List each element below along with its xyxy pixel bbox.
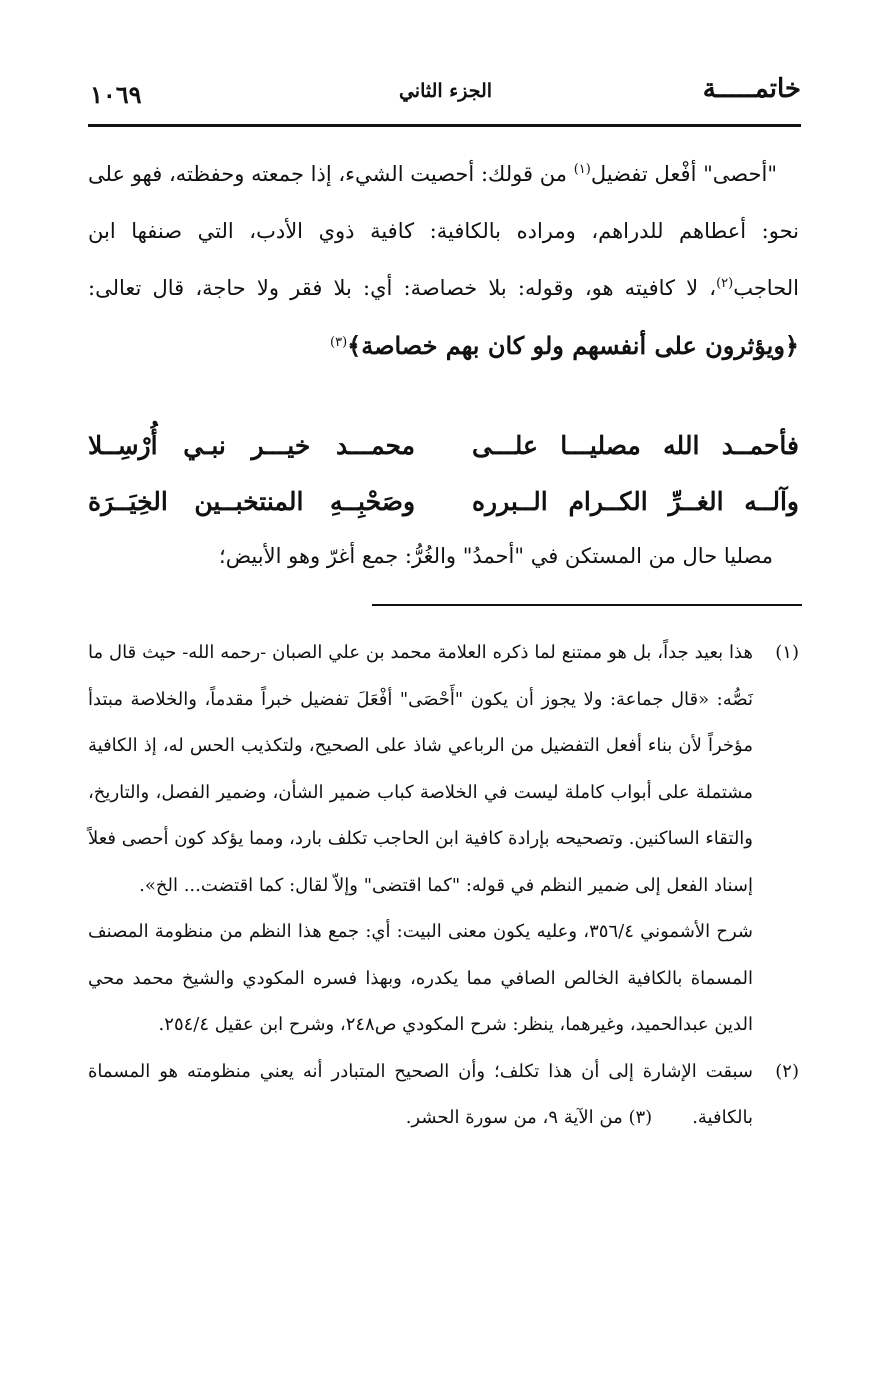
verse-2 bbox=[88, 474, 799, 530]
page-number: ١٠٦٩ bbox=[90, 80, 142, 109]
footnote-number: (٢) bbox=[775, 1060, 799, 1082]
chapter-title: خاتمـــــة bbox=[702, 74, 801, 104]
footnote-2 bbox=[88, 1049, 799, 1142]
quran-quote: ﴿ويؤثرون على أنفسهم ولو كان بهم خصاصة﴾ bbox=[347, 331, 799, 360]
volume-title: الجزء الثاني bbox=[398, 80, 493, 102]
footnotes bbox=[88, 630, 799, 1142]
verse-1 bbox=[88, 418, 799, 474]
footnote-text: هذا بعيد جداً، بل هو ممتنع لما ذكره العلامة محمد بن علي الصبان -رحمه الله- حيث قال ما نَصُّه: «قال جماعة: ولا يجوز أن يكون "أَحْصَى" أفْعَلَ تفضيل خبراً مقدماً، والخلاصة مبتدأ مؤخراً لأن بناء أفعل التفضيل من الرباعي شاذ على الصحيح، ولتكذيب الحس له، إذ الكافية مشتملة على أبواب كاملة ليست في الخلاصة كباب ضمير الشأن، وضمير الفصل، والتاريخ، والتقاء الساكنين. وتصحيحه بإرادة كافية ابن الحاجب تكلف بارد، ومما يؤكد كون أحصى فعلاً إسناد الفعل إلى ضمير النظم في قوله: "كما اقتضى" وإلاّ لقال: كما اقتضت... الخ». bbox=[88, 642, 753, 896]
footnote-1 bbox=[88, 630, 799, 1049]
paragraph-text: ، لا كافيته هو، وقوله: بلا خصاصة: أي: بلا فقر ولا حاجة، قال تعالى: bbox=[88, 276, 717, 300]
footnote-3-text: من الآية ٩، من سورة الحشر. bbox=[405, 1107, 623, 1128]
verse-2-first-hemistich: وآلــه الغــرِّ الكــرام الــبرره bbox=[471, 487, 799, 516]
verse-1-first-hemistich: فأحمــد الله مصليـــا علـــى bbox=[471, 431, 799, 460]
footnote-body bbox=[88, 630, 753, 1049]
footnote-3-number: (٣) bbox=[628, 1107, 653, 1128]
page-header bbox=[90, 70, 801, 110]
footnote-source: شرح الأشموني ٣٥٦/٤، وعليه يكون معنى البيت: أي: جمع هذا النظم من منظومة المصنف المسماة بالكافية الخالص الصافي مما يكدره، وبهذا فسره المكودي والشيخ محمد محي الدين عبدالحميد، وغيرهما، ينظر: شرح المكودي ص٢٤٨، وشرح ابن عقيل ٢٥٤/٤. bbox=[88, 921, 753, 1035]
footnote-text bbox=[88, 1049, 753, 1142]
paragraph-text: "أحصى" أفْعل تفضيل bbox=[590, 162, 777, 186]
verse-1-second-hemistich: محمـــد خيـــر نبـي أُرْسِــلا bbox=[88, 431, 416, 460]
verse-explanation: مصليا حال من المستكن في "أحمدُ" والغُرُّ: جمع أغرّ وهو الأبيض؛ bbox=[219, 544, 773, 568]
footnote-ref-2: (٢) bbox=[716, 276, 734, 291]
footnote-2-text: سبقت الإشارة إلى أن هذا تكلف؛ وأن الصحيح المتبادر أنه يعني منظومته هو المسماة بالكافية. bbox=[88, 1060, 753, 1128]
footnote-ref-1: (١) bbox=[573, 162, 591, 177]
footnote-body bbox=[88, 1049, 753, 1142]
main-paragraph bbox=[88, 146, 799, 376]
footnote-divider bbox=[372, 604, 802, 606]
poem-verses bbox=[88, 418, 799, 530]
verse-2-second-hemistich: وصَحْبِــهِ المنتخبــين الخِيَــرَة bbox=[88, 487, 416, 516]
header-divider bbox=[88, 124, 801, 127]
paragraph-text: من قولك: أحصيت الشيء، إذا جمعته وحفظته، فهو على نحو: أعطاهم للدراهم، ومراده بالكافية: كافية ذوي الأدب، التي صنفها ابن الحاجب bbox=[88, 162, 799, 300]
footnote-ref-3: (٣) bbox=[330, 335, 348, 350]
main-text bbox=[88, 146, 799, 376]
footnote-number: (١) bbox=[775, 642, 799, 663]
